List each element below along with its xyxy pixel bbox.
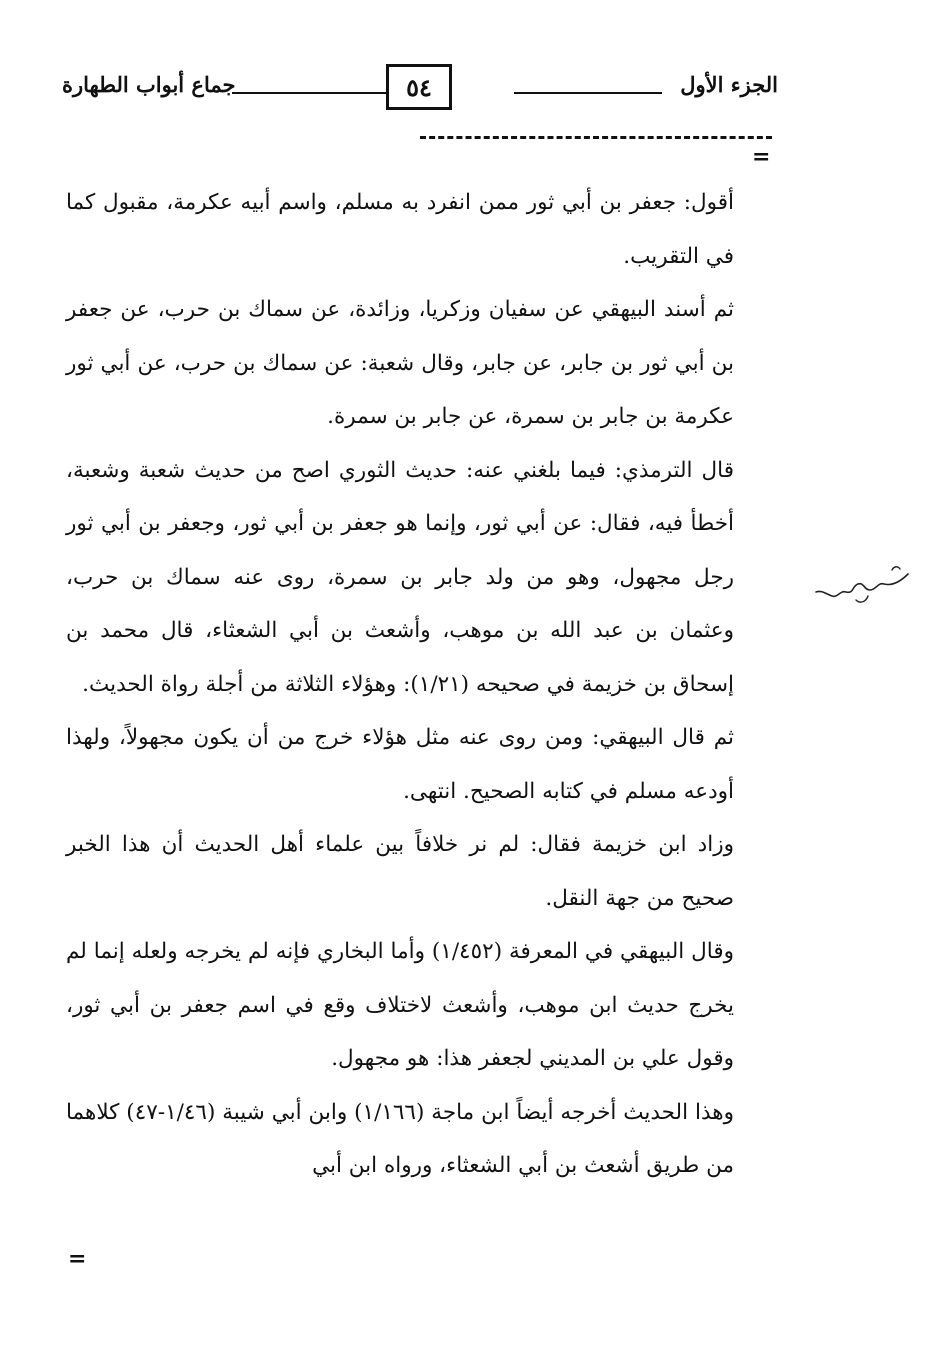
continuation-mark-bottom: = (68, 1246, 87, 1272)
paragraph: ثم قال البيهقي: ومن روى عنه مثل هؤلاء خرج من أن يكون مجهولاً، ولهذا أودعه مسلم في كتابه الصحيح. انتهى. (66, 725, 734, 804)
handwritten-margin-note (808, 560, 918, 610)
paragraph: ثم أسند البيهقي عن سفيان وزكريا، وزائدة، عن سماك بن حرب، عن جعفر بن أبي ثور بن جابر، عن جابر، وقال شعبة: عن سماك بن حرب، عن أبي ثور عكرمة بن جابر بن سمرة، عن جابر بن سمرة. (66, 297, 734, 429)
dashed-separator (420, 136, 772, 139)
header-rule-left (232, 92, 386, 94)
page-header (62, 64, 778, 120)
paragraph: وقال البيهقي في المعرفة (١/٤٥٢) وأما البخاري فإنه لم يخرجه ولعله إنما لم يخرج حديث ابن موهب، وأشعث لاختلاف وقع في اسم جعفر بن أبي ثور، وقول علي بن المديني لجعفر هذا: هو مجهول. (66, 939, 734, 1071)
handwriting-scribble-icon (808, 560, 918, 610)
part-label: الجزء الأول (680, 72, 778, 97)
header-rule-right (514, 92, 662, 94)
body-text (66, 176, 734, 1193)
continuation-mark-top: = (752, 144, 771, 170)
paragraph: قال الترمذي: فيما بلغني عنه: حديث الثوري اصح من حديث شعبة وشعبة، أخطأ فيه، فقال: عن أبي ثور، وإنما هو جعفر بن أبي ثور، وجعفر بن أبي ثور رجل مجهول، وهو من ولد جابر بن سمرة، روى عنه سماك بن حرب، وعثمان بن عبد الله بن موهب، وأشعث بن أبي الشعثاء، قال محمد بن إسحاق بن خزيمة في صحيحه (١/٢١): وهؤلاء الثلاثة من أجلة رواة الحديث. (66, 457, 734, 697)
paragraph: وزاد ابن خزيمة فقال: لم نر خلافاً بين علماء أهل الحديث أن هذا الخبر صحيح من جهة النقل. (66, 832, 734, 911)
page-number: ٥٤ (386, 64, 452, 110)
chapter-title: جماع أبواب الطهارة (62, 72, 236, 97)
paragraph: أقول: جعفر بن أبي ثور ممن انفرد به مسلم، واسم أبيه عكرمة، مقبول كما في التقريب. (66, 190, 734, 269)
paragraph: وهذا الحديث أخرجه أيضاً ابن ماجة (١/١٦٦) وابن أبي شيبة (١/٤٦-٤٧) كلاهما من طريق أشعث بن أبي الشعثاء، ورواه ابن أبي (66, 1099, 734, 1178)
